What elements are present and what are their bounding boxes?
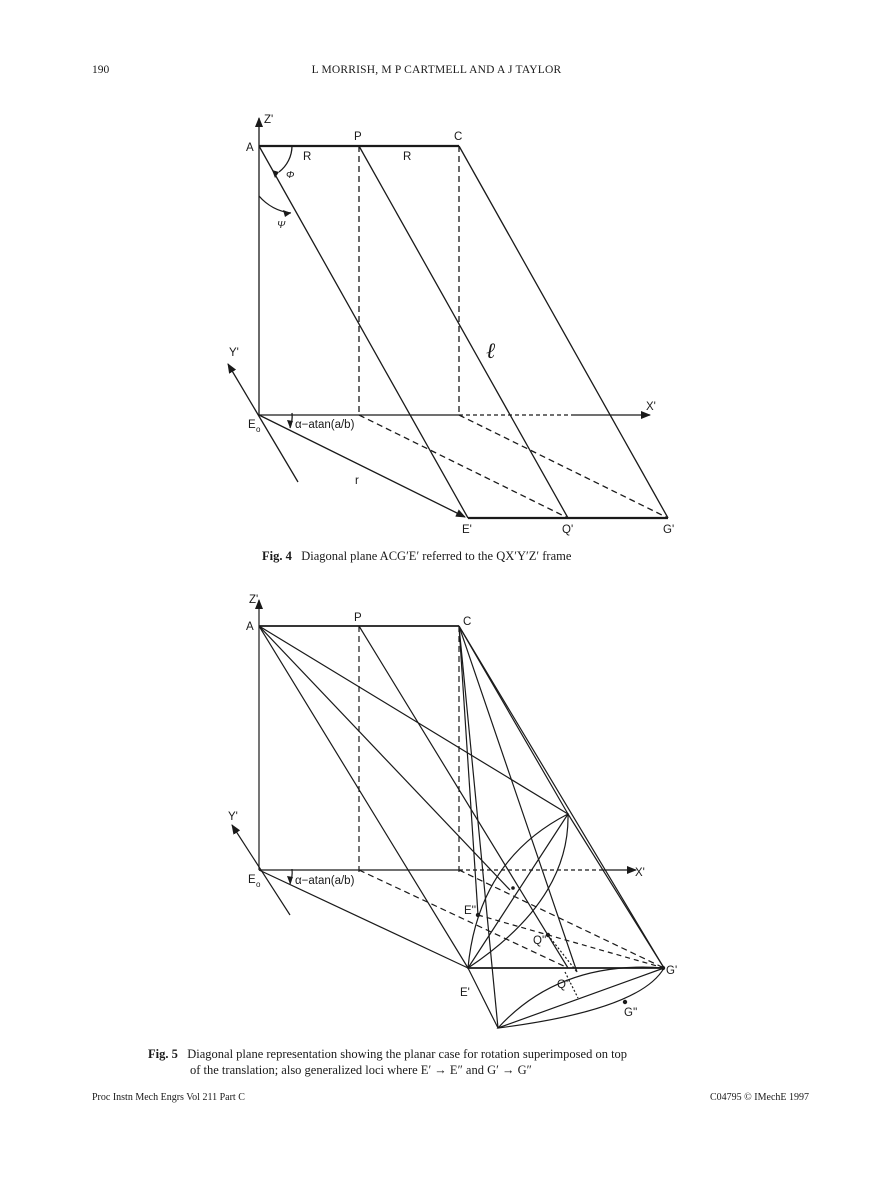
label-eo-sub: o: [256, 880, 261, 889]
figure-5-diagram: [0, 585, 873, 1040]
point-g-prime: [661, 966, 665, 970]
diagonal-a-e: [259, 146, 468, 518]
label-q-dprime: Q'': [533, 935, 547, 947]
figure-5-caption: [148, 1046, 848, 1078]
label-eo: E: [248, 419, 256, 431]
label-p: P: [354, 131, 362, 143]
running-head: L MORRISH, M P CARTMELL AND A J TAYLOR: [311, 64, 562, 76]
label-e-prime: E': [460, 987, 470, 999]
psi-arc: [259, 196, 291, 213]
diagonal-p-q: [359, 146, 568, 518]
q-path-dashed: [548, 935, 577, 972]
base-line-e: [259, 870, 468, 968]
label-c: C: [454, 131, 463, 143]
psi-arrowhead: [283, 210, 291, 217]
base-dashed-p: [359, 415, 568, 518]
label-c: C: [463, 616, 472, 628]
label-e-dprime: E'': [464, 905, 477, 917]
point-q-dprime: [546, 933, 550, 937]
label-e-prime: E': [462, 524, 472, 536]
angle-arrowhead: [287, 876, 293, 884]
diagonal-c-g: [459, 626, 664, 968]
label-a: A: [246, 142, 254, 154]
label-g-dprime: G'': [624, 1007, 638, 1019]
phi-arc: [279, 146, 292, 172]
label-eo-sub: o: [256, 425, 261, 434]
label-angle: α−atan(a/b): [295, 419, 355, 431]
label-eo: E: [248, 874, 256, 886]
figure-4-diagram: [0, 100, 873, 540]
label-r-2: R: [403, 151, 412, 163]
label-p: P: [354, 612, 362, 624]
figure-4-caption: [262, 548, 571, 564]
figure-4-caption-label: Fig. 4: [262, 549, 292, 563]
figure-5-caption-label: Fig. 5: [148, 1047, 178, 1061]
phi-arrowhead: [272, 170, 279, 178]
label-q-prime: Q': [562, 524, 574, 536]
y-axis-line: [228, 364, 298, 482]
locus-g-chord: [498, 968, 664, 1028]
z-axis-label: Z': [249, 594, 259, 606]
x-axis-label: X': [635, 867, 645, 879]
figure-5-caption-line-2: of the translation; also generalized loci where E′ → E″ and G′ → G″: [190, 1063, 532, 1077]
page-number: 190: [92, 64, 110, 76]
footer-copyright: C04795 © IMechE 1997: [710, 1092, 809, 1103]
point-g-dprime: [623, 1000, 627, 1004]
z-axis-label: Z': [264, 114, 274, 126]
diagonal-c-g: [459, 146, 668, 518]
label-r-vector: r: [355, 475, 359, 487]
y-axis-label: Y': [229, 347, 239, 359]
label-g-prime: G': [663, 524, 675, 536]
label-g-prime: G': [666, 965, 678, 977]
label-ell: ℓ: [486, 339, 496, 364]
point-intersection: [511, 886, 515, 890]
label-psi: Ψ: [277, 220, 286, 231]
diagonal-a-e: [259, 626, 468, 968]
r-vector: [259, 415, 465, 517]
label-r-1: R: [303, 151, 312, 163]
ray-a-upper: [259, 626, 568, 814]
y-axis-label: Y': [228, 811, 238, 823]
angle-arrowhead: [287, 420, 293, 428]
x-axis-label: X': [646, 401, 656, 413]
label-a: A: [246, 621, 254, 633]
label-q-dprime-2: Q'': [557, 979, 571, 991]
label-phi: Φ: [286, 170, 295, 181]
figure-5-caption-line-1: Diagonal plane representation showing the planar case for rotation superimposed on top: [187, 1047, 628, 1061]
figure-4-caption-text: Diagonal plane ACG′E′ referred to the QX′Y′Z′ frame: [301, 549, 572, 563]
footer-journal: Proc Instn Mech Engrs Vol 211 Part C: [92, 1092, 245, 1103]
label-angle: α−atan(a/b): [295, 875, 355, 887]
point-e-dprime: [476, 913, 480, 917]
base-dashed-c: [459, 415, 668, 518]
base-dashed-p: [359, 870, 568, 968]
